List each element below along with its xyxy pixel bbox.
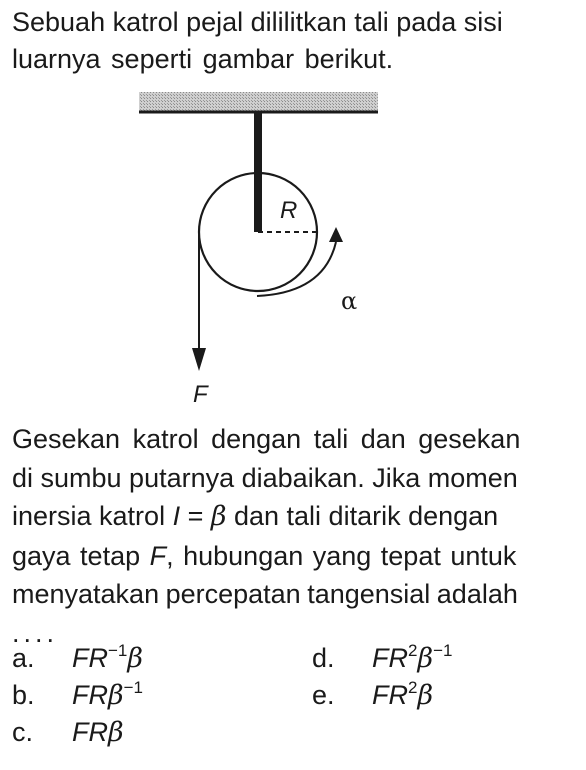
question-line-3 <box>12 497 574 537</box>
option-exponent: 2 <box>408 678 418 697</box>
option-term: FR <box>72 717 108 747</box>
intro-line-2: luarnya seperti gambar berikut. <box>12 44 394 74</box>
equals-sign: = <box>180 501 211 531</box>
question-line-1: Gesekan katrol dengan tali dan gesekan <box>12 424 521 454</box>
question-line-4 <box>12 537 574 576</box>
alpha-label: α <box>341 287 358 315</box>
option-exponent-2: −1 <box>123 678 143 697</box>
question-ellipsis: .... <box>12 617 59 648</box>
angular-arrow-arc <box>257 242 336 296</box>
support-rod <box>254 112 262 232</box>
pulley-diagram <box>0 80 586 420</box>
option-c[interactable] <box>12 714 124 754</box>
question-line-4-tail: , hubungan yang tepat untuk <box>166 540 517 571</box>
angular-arrowhead <box>329 227 343 242</box>
option-expression <box>72 680 143 710</box>
intro-paragraph <box>12 4 574 78</box>
ceiling <box>139 92 378 112</box>
option-beta: β <box>417 680 434 711</box>
question-line-3-tail: dan tali ditarik dengan <box>226 501 499 531</box>
option-d[interactable] <box>312 640 452 680</box>
question-paragraph <box>12 420 574 652</box>
question-line-4-text: gaya tetap <box>12 540 150 571</box>
force-symbol: F <box>149 540 167 571</box>
option-e[interactable] <box>312 677 433 717</box>
option-beta: β <box>108 717 124 748</box>
option-term: FR <box>72 680 108 710</box>
option-term: FR <box>372 680 408 710</box>
inertia-symbol: I <box>172 501 181 531</box>
option-key: e. <box>312 680 335 710</box>
option-term: FR <box>72 643 108 673</box>
option-beta: β <box>127 643 143 674</box>
option-b[interactable] <box>12 677 143 717</box>
option-beta: β <box>417 643 434 674</box>
option-term: FR <box>372 643 408 673</box>
radius-label: R <box>280 197 298 224</box>
option-a[interactable] <box>12 640 143 680</box>
question-line-2: di sumbu putarnya diabaikan. Jika momen <box>12 462 518 493</box>
option-expression <box>372 643 452 673</box>
option-exponent-2: −1 <box>433 641 453 660</box>
question-line-5: menyatakan percepatan tangensial adalah <box>12 579 518 609</box>
option-key: b. <box>12 680 35 710</box>
intro-line-1: Sebuah katrol pejal dililitkan tali pada sisi <box>12 7 503 37</box>
option-beta: β <box>108 680 124 711</box>
question-line-3-text: inersia katrol <box>12 501 173 531</box>
option-exponent: 2 <box>408 641 418 660</box>
option-expression <box>72 717 124 747</box>
beta-symbol: β <box>210 501 227 532</box>
option-expression <box>72 643 143 673</box>
option-key: c. <box>12 717 34 747</box>
option-expression <box>372 680 433 710</box>
force-arrowhead <box>192 348 206 371</box>
option-exponent: −1 <box>108 641 128 660</box>
force-label: F <box>193 381 208 408</box>
option-key: d. <box>312 643 335 673</box>
option-key: a. <box>12 643 35 673</box>
